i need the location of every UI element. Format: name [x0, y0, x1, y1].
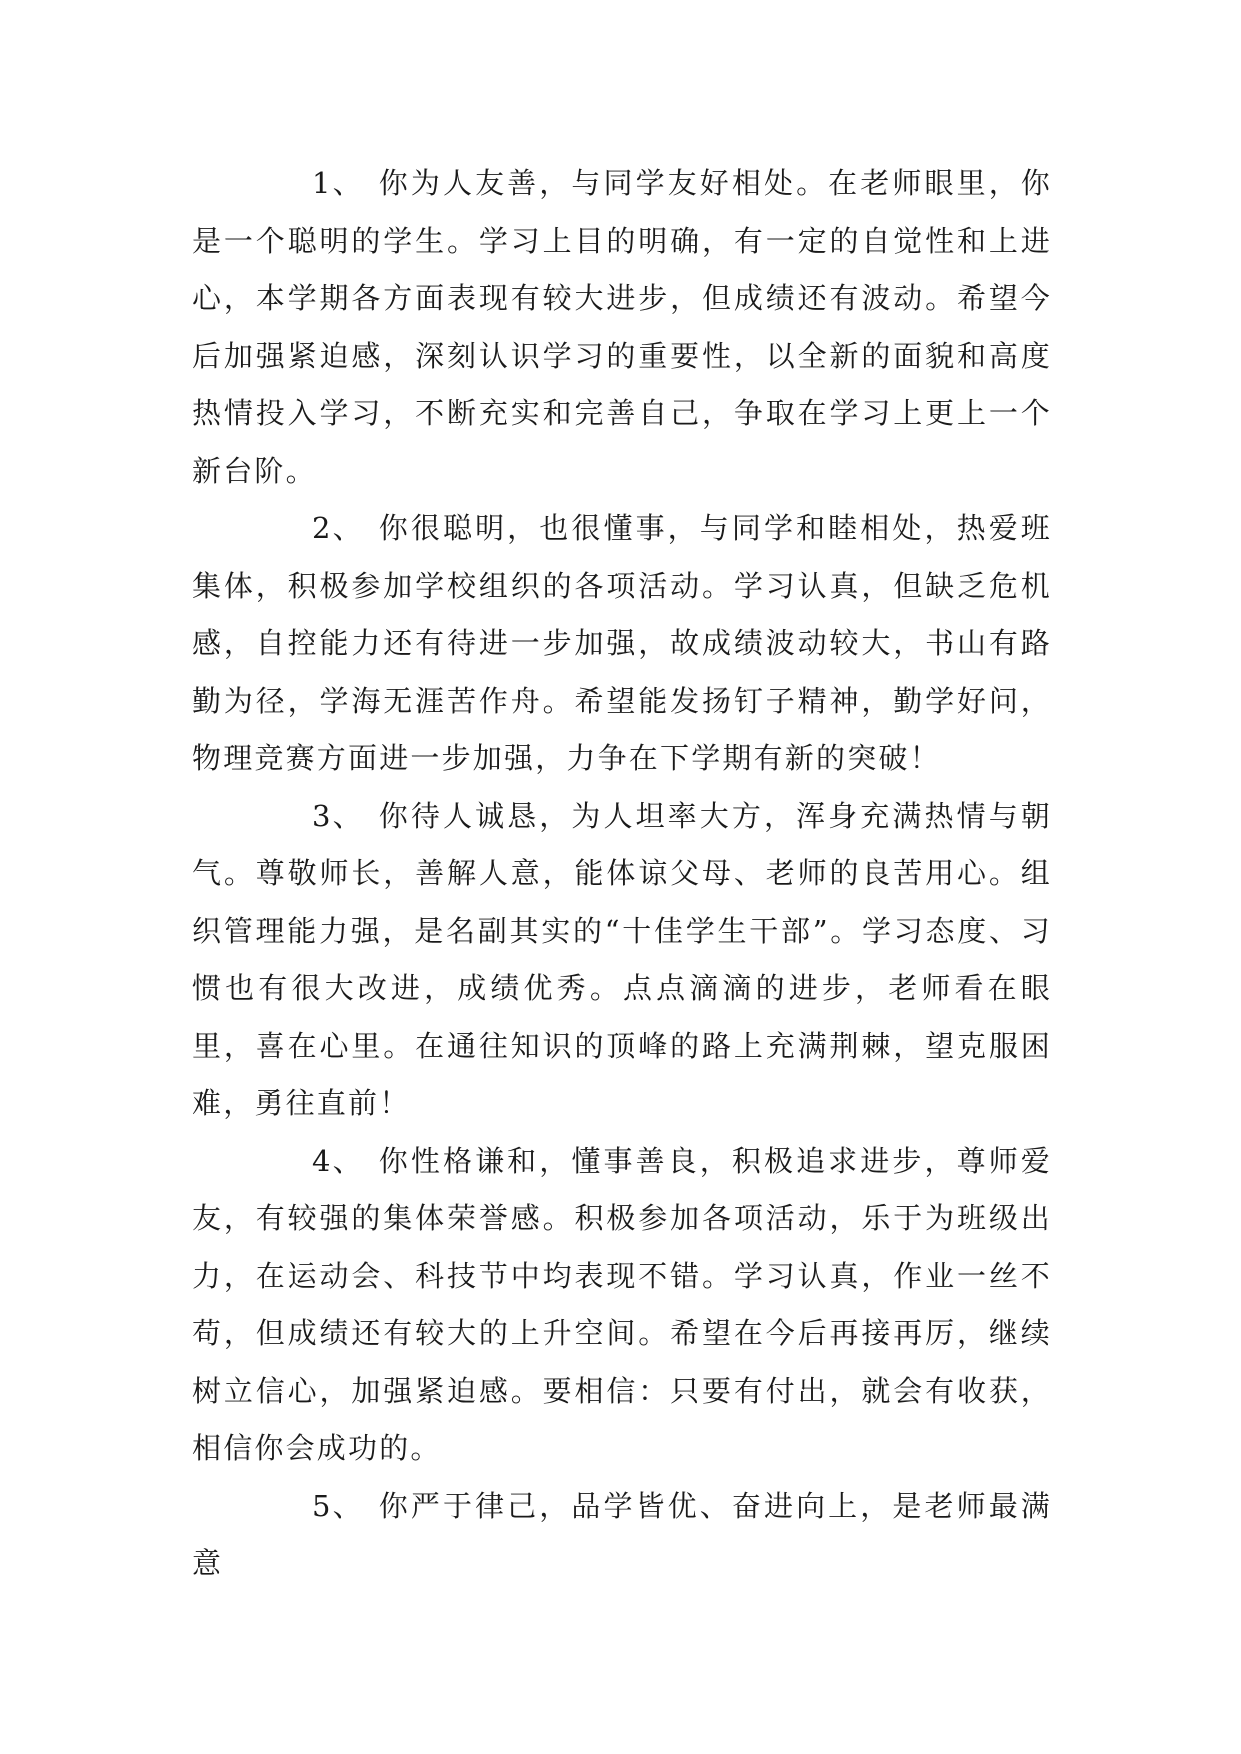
paragraph-text: 你严于律己，品学皆优、奋进向上，是老师最满意 [192, 1488, 1052, 1580]
paragraph-number: 2、 [312, 511, 364, 545]
paragraph-text: 你性格谦和，懂事善良，积极追求进步，尊师爱友，有较强的集体荣誉感。积极参加各项活动，乐于为班级出力，在运动会、科技节中均表现不错。学习认真，作业一丝不苟，但成绩还有较大的上升空间。希望在今后再接再厉，继续树立信心，加强紧迫感。要相信：只要有付出，就会有收获，相信你会成功的。 [192, 1143, 1052, 1465]
comment-paragraph-4 [192, 1133, 1052, 1478]
paragraph-number: 1、 [312, 166, 364, 200]
comment-paragraph-5 [192, 1478, 1052, 1593]
paragraph-number: 4、 [312, 1143, 364, 1178]
paragraph-text: 你为人友善，与同学友好相处。在老师眼里，你是一个聪明的学生。学习上目的明确，有一定的自觉性和上进心，本学期各方面表现有较大进步，但成绩还有波动。希望今后加强紧迫感，深刻认识学习的重要性，以全新的面貌和高度热情投入学习，不断充实和完善自己，争取在学习上更上一个新台阶。 [192, 166, 1052, 488]
paragraph-text: 你很聪明，也很懂事，与同学和睦相处，热爱班集体，积极参加学校组织的各项活动。学习认真，但缺乏危机感，自控能力还有待进一步加强，故成绩波动较大，书山有路勤为径，学海无涯苦作舟。希望能发扬钉子精神，勤学好问，物理竞赛方面进一步加强，力争在下学期有新的突破！ [192, 511, 1052, 775]
comment-paragraph-1 [192, 155, 1052, 500]
comment-paragraph-3 [192, 788, 1052, 1133]
document-body [192, 155, 1052, 1593]
comment-paragraph-2 [192, 500, 1052, 788]
paragraph-number: 3、 [312, 798, 364, 833]
paragraph-text: 你待人诚恳，为人坦率大方，浑身充满热情与朝气。尊敬师长，善解人意，能体谅父母、老师的良苦用心。组织管理能力强，是名副其实的“十佳学生干部”。学习态度、习惯也有很大改进，成绩优秀。点点滴滴的进步，老师看在眼里，喜在心里。在通往知识的顶峰的路上充满荆棘，望克服困难，勇往直前！ [192, 798, 1052, 1120]
paragraph-number: 5、 [312, 1488, 364, 1523]
